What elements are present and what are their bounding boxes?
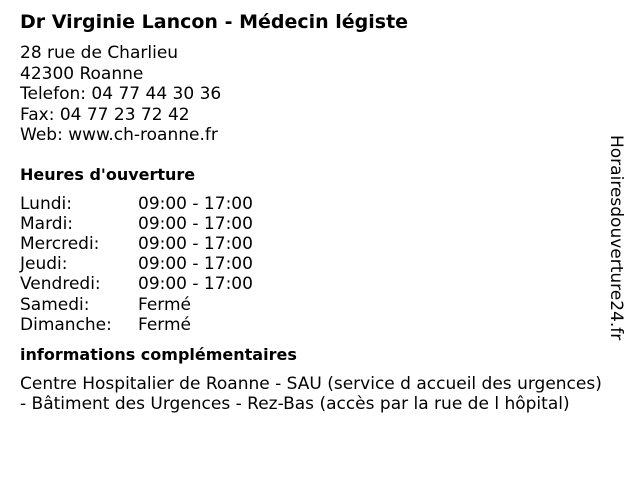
- phone-number: Telefon: 04 77 44 30 36: [20, 84, 222, 104]
- site-watermark: Horairesdouverture24.fr: [606, 135, 626, 341]
- hours-day: Mardi:: [20, 213, 74, 234]
- hours-table: [20, 194, 610, 335]
- hours-time: 09:00 - 17:00: [138, 254, 253, 275]
- info-heading: informations complémentaires: [20, 344, 297, 364]
- hours-row: [20, 295, 610, 315]
- hours-time: 09:00 - 17:00: [138, 274, 253, 295]
- hours-time: 09:00 - 17:00: [138, 213, 253, 234]
- address-street: 28 rue de Charlieu: [20, 43, 179, 63]
- hours-row: [20, 234, 610, 254]
- hours-time: Fermé: [138, 294, 192, 315]
- website: Web: www.ch-roanne.fr: [20, 125, 218, 145]
- address-block: [20, 43, 610, 146]
- hours-day: Samedi:: [20, 294, 90, 315]
- hours-row: [20, 315, 610, 335]
- hours-day: Dimanche:: [20, 314, 112, 335]
- hours-day: Jeudi:: [20, 254, 68, 275]
- hours-row: [20, 254, 610, 274]
- hours-row: [20, 214, 610, 234]
- hours-row: [20, 194, 610, 214]
- listing-card: [20, 10, 610, 415]
- hours-day: Vendredi:: [20, 274, 101, 295]
- hours-heading: Heures d'ouverture: [20, 164, 196, 184]
- fax-number: Fax: 04 77 23 72 42: [20, 104, 190, 125]
- hours-time: Fermé: [138, 314, 192, 335]
- hours-row: [20, 274, 610, 294]
- hours-day: Lundi:: [20, 193, 72, 214]
- info-line: Centre Hospitalier de Roanne - SAU (service d accueil des urgences): [20, 373, 602, 394]
- hours-time: 09:00 - 17:00: [138, 193, 253, 214]
- address-city: 42300 Roanne: [20, 63, 144, 84]
- hours-time: 09:00 - 17:00: [138, 233, 253, 254]
- page-title: Dr Virginie Lancon - Médecin légiste: [20, 11, 409, 33]
- info-block: [20, 374, 610, 415]
- hours-day: Mercredi:: [20, 233, 100, 254]
- info-line: - Bâtiment des Urgences - Rez-Bas (accès par la rue de l hôpital): [20, 394, 570, 415]
